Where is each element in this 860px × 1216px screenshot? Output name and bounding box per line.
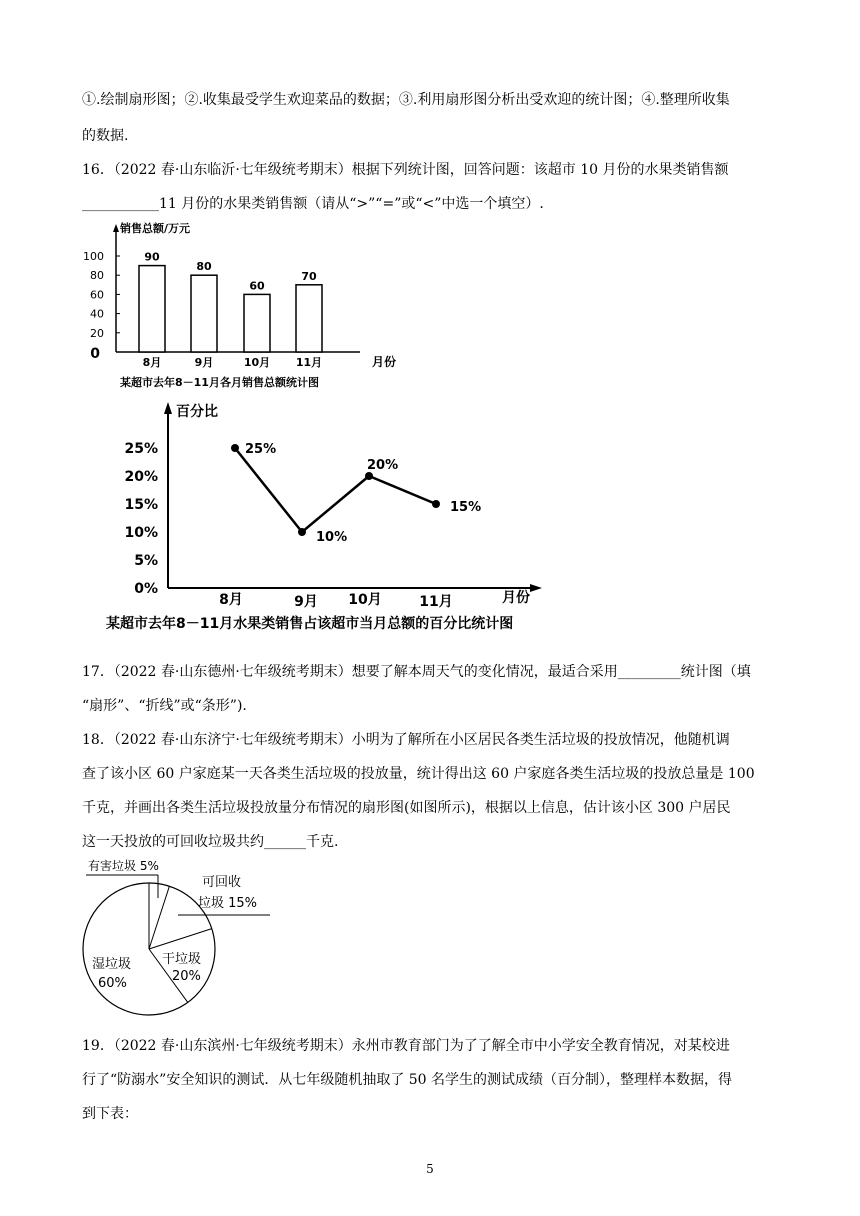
bar-value-label: 70: [301, 269, 317, 283]
bar-ytick-label: 100: [83, 250, 104, 263]
line-point-label: 15%: [450, 500, 482, 515]
bar-ytick-label: 20: [90, 326, 104, 340]
line-chart: [100, 396, 600, 636]
q19-line-1: 19．（2022 春·山东滨州·七年级统考期末）永州市教育部门为了了解全市中小学安全教育情况，对某校进: [82, 1038, 730, 1054]
pie-label-wet-1: 湿垃圾: [92, 957, 132, 972]
q17-line-2: “扇形”、“折线”或“条形”).: [82, 698, 247, 714]
bar-ytick-label: 0: [90, 346, 100, 362]
q18-line-2: 查了该小区 60 户家庭某一天各类生活垃圾的投放量，统计得出这 60 户家庭各类生活垃圾的投放总量是 100: [82, 766, 755, 782]
line-point: [231, 444, 239, 452]
q16-line-2: ___________11 月份的水果类销售额（请从“>”“=”或“<”中选一个填空）.: [82, 196, 544, 212]
bar-4: [296, 285, 322, 352]
q19-line-3: 到下表：: [82, 1106, 138, 1122]
pie-slice-boundary: [149, 929, 212, 949]
bar-category-label: 9月: [194, 356, 214, 369]
bar-value-label: 90: [144, 250, 160, 264]
line-point-label: 10%: [316, 530, 348, 545]
pie-label-dry-2: 20%: [172, 969, 201, 984]
bar-category-label: 10月: [243, 356, 271, 369]
line-chart-ylabel: 百分比: [176, 404, 218, 420]
line-ytick-label: 0%: [134, 581, 158, 597]
page-number: 5: [426, 1162, 434, 1176]
bar-3: [244, 294, 270, 352]
line-chart-axes: [164, 402, 542, 592]
bar-chart: [80, 216, 420, 392]
bar-2: [191, 275, 217, 352]
pie-label-dry-1: 干垃圾: [162, 952, 202, 967]
line-series-path: [235, 448, 436, 532]
line-xtick-label: 11月: [419, 594, 453, 610]
line-ytick-label: 5%: [134, 553, 158, 569]
line-point: [365, 472, 373, 480]
line-xtick-label: 10月: [348, 592, 382, 608]
line-ytick-label: 15%: [124, 497, 158, 513]
q18-line-1: 18．（2022 春·山东济宁·七年级统考期末）小明为了解所在小区居民各类生活垃圾的投放情况，他随机调: [82, 732, 730, 748]
bar-chart-xlabel: 月份: [372, 355, 397, 369]
line-chart-xlabel: 月份: [502, 590, 530, 606]
bar-ytick-label: 40: [90, 307, 104, 321]
bar-ytick-label: 60: [90, 288, 104, 302]
line-xtick-label: 8月: [219, 592, 243, 608]
line-ytick-label: 10%: [124, 525, 158, 541]
pie-label-recyclable-1: 可回收: [202, 875, 242, 890]
line-ytick-label: 25%: [124, 441, 158, 457]
q17-line-1: 17．（2022 春·山东德州·七年级统考期末）想要了解本周天气的变化情况，最适合采用_________统计图（填: [82, 664, 751, 680]
bar-value-label: 60: [249, 279, 265, 293]
line-point-label: 20%: [367, 458, 399, 473]
pie-label-recyclable-2: 垃圾 15%: [198, 896, 258, 911]
bar-category-label: 11月: [295, 356, 323, 369]
bar-chart-title: 某超市去年8－11月各月销售总额统计图: [120, 376, 319, 389]
bar-chart-ylabel: 销售总额/万元: [120, 222, 191, 235]
line-point-label: 25%: [245, 442, 277, 457]
line-chart-title: 某超市去年8－11月水果类销售占该超市当月总额的百分比统计图: [106, 616, 514, 632]
pie-slice-boundary: [149, 886, 169, 949]
q18-line-4: 这一天投放的可回收垃圾共约______千克.: [82, 834, 339, 850]
bar-1: [139, 266, 165, 352]
pie-label-hazard: 有害垃圾 5%: [88, 859, 159, 873]
bar-ytick-label: 80: [90, 269, 104, 283]
pie-label-wet-2: 60%: [98, 976, 127, 991]
q15-line-1: ①.绘制扇形图；②.收集最受学生欢迎菜品的数据；③.利用扇形图分析出受欢迎的统计图；④.整理所收集: [82, 92, 730, 108]
line-point: [298, 528, 306, 536]
q16-line-1: 16．（2022 春·山东临沂·七年级统考期末）根据下列统计图，回答问题：该超市 10 月份的水果类销售额: [82, 162, 729, 178]
q18-line-3: 千克，并画出各类生活垃圾投放量分布情况的扇形图(如图所示)，根据以上信息，估计该小区 300 户居民: [82, 800, 731, 816]
bar-value-label: 80: [196, 260, 212, 274]
pie-chart: [78, 850, 278, 1018]
line-point: [432, 500, 440, 508]
line-ytick-label: 20%: [124, 469, 158, 485]
bar-category-label: 8月: [142, 356, 162, 369]
q19-line-2: 行了“防溺水”安全知识的测试．从七年级随机抽取了 50 名学生的测试成绩（百分制），整理样本数据，得: [82, 1072, 733, 1088]
line-xtick-label: 9月: [294, 594, 318, 610]
q15-line-2: 的数据.: [82, 128, 129, 144]
